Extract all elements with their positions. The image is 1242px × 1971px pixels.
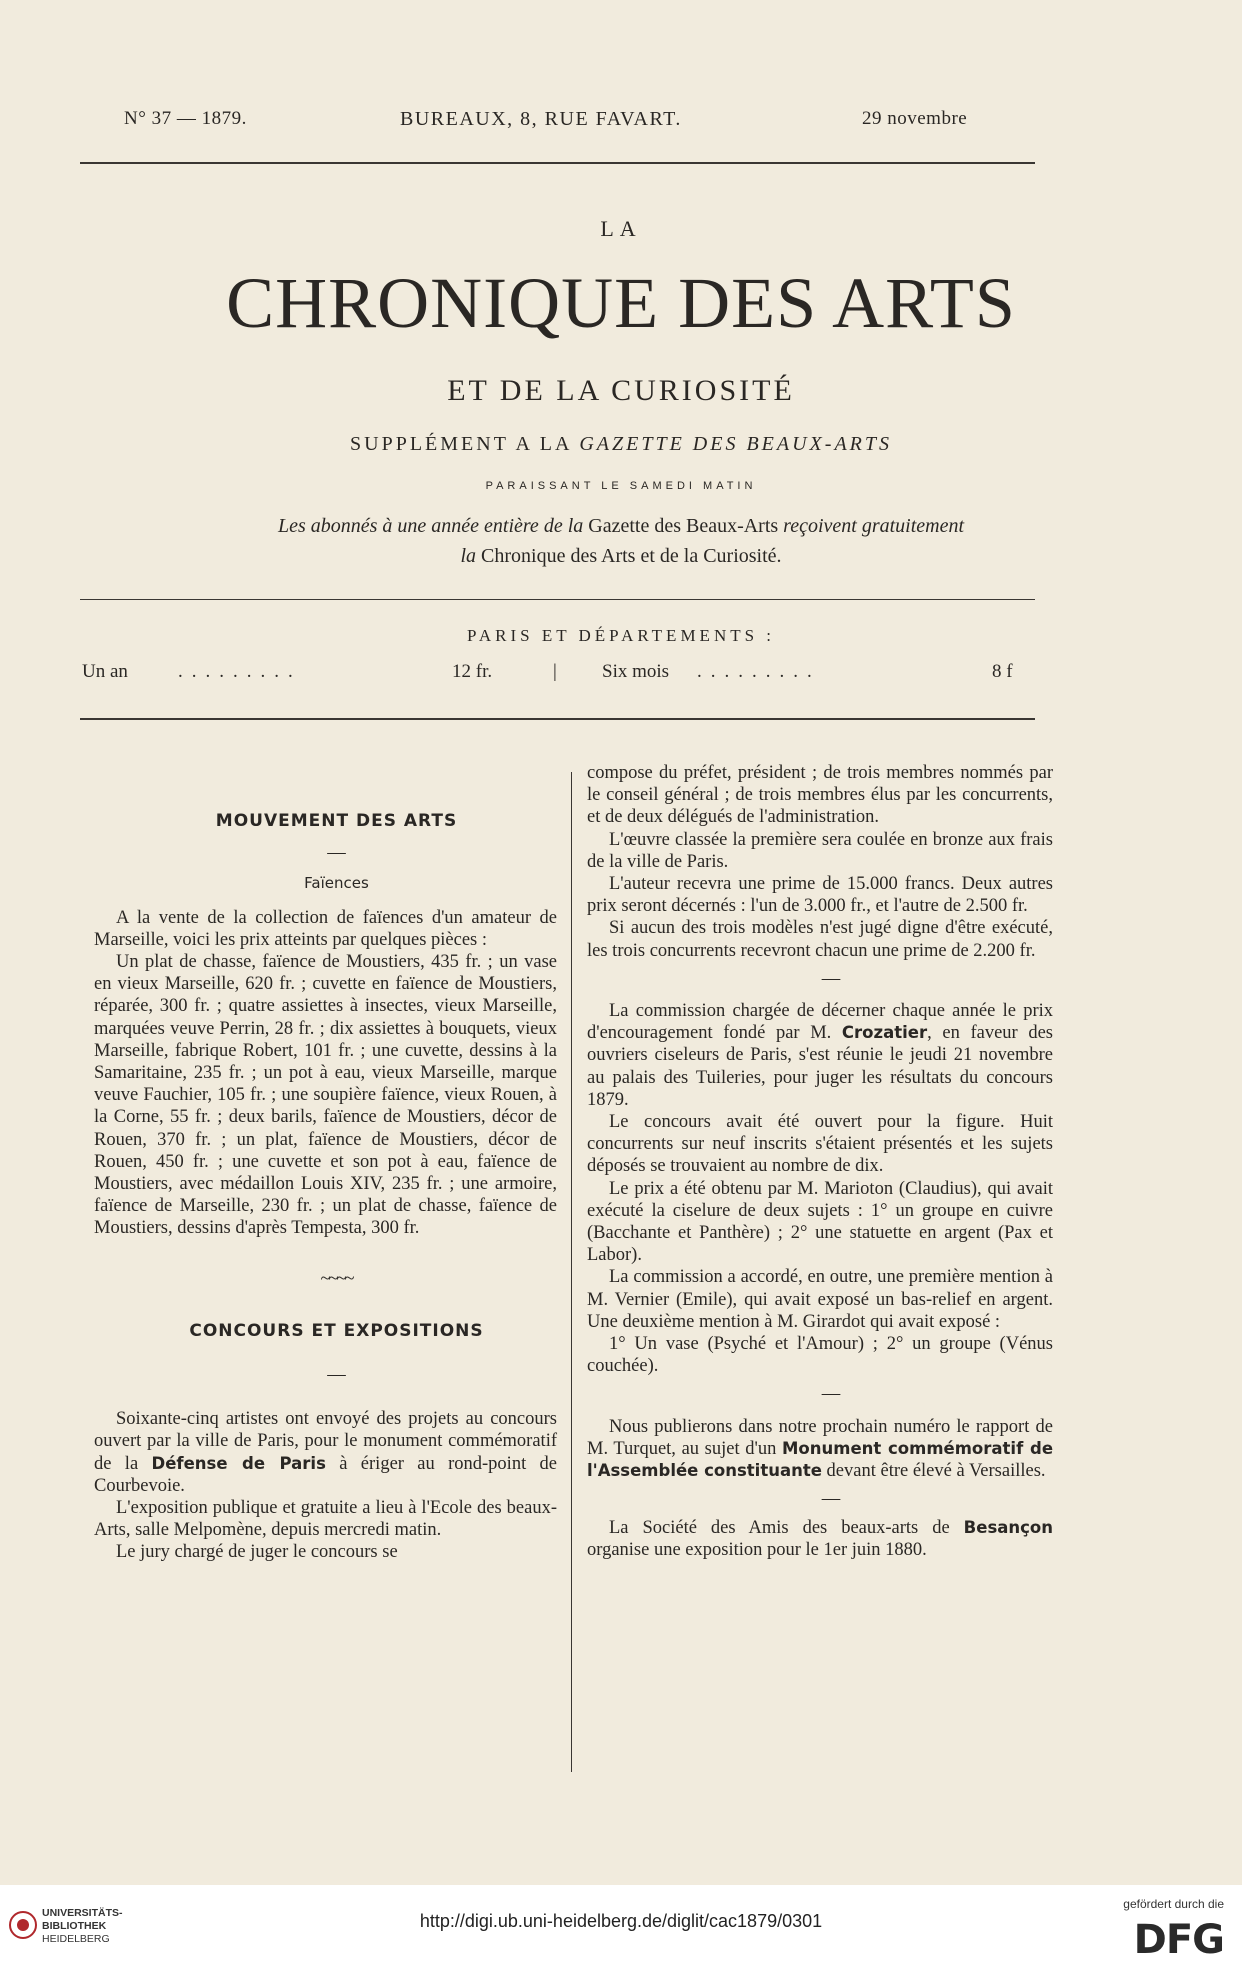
six-months-price: 8 f xyxy=(992,661,1013,682)
university-library-logo: UNIVERSITÄTS- BIBLIOTHEK HEIDELBERG xyxy=(42,1907,123,1945)
paragraph: Soixante-cinq artistes ont envoyé des projets au concours ouvert par la ville de Paris, pour le monument commémoratif de la Défense de Paris à ériger au rond-point de Courbevoie. xyxy=(94,1409,558,1496)
note-italic-b: reçoivent gratuitement xyxy=(783,515,965,537)
year-label: Un an xyxy=(82,661,128,682)
dfg-logo: DFG xyxy=(1133,1917,1224,1963)
paragraph: L'exposition publique et gratuite a lieu à l'Ecole des beaux-Arts, salle Melpomène, depuis mercredi matin. xyxy=(94,1498,557,1541)
year-price: 12 fr. xyxy=(452,661,493,682)
supplement-journal: GAZETTE DES BEAUX-ARTS xyxy=(579,433,892,455)
paragraph: Le jury chargé de juger le concours se xyxy=(116,1542,398,1563)
subscription-rule xyxy=(80,718,1035,720)
masthead-title: CHRONIQUE DES ARTS xyxy=(226,263,1016,343)
paragraph: compose du préfet, président ; de trois membres nommés par le conseil général ; de trois membres élus par les concurrents, et de deux délégués de l'administration. xyxy=(587,763,1053,828)
masthead-subtitle: ET DE LA CURIOSITÉ xyxy=(447,374,795,407)
column-divider xyxy=(571,772,572,1772)
year-dots: ......... xyxy=(178,661,302,682)
section-dash: — xyxy=(327,1365,346,1386)
office-address: BUREAUX, 8, RUE FAVART. xyxy=(400,108,682,130)
ornament-divider: ~~~~ xyxy=(320,1268,353,1289)
subsection-title-faiences: Faïences xyxy=(304,874,369,893)
source-url-link[interactable]: http://digi.ub.uni-heidelberg.de/diglit/cac1879/0301 xyxy=(419,1911,823,1931)
subscription-heading: PARIS ET DÉPARTEMENTS : xyxy=(466,626,776,645)
issue-number: N° 37 — 1879. xyxy=(124,108,247,129)
supplement-prefix: SUPPLÉMENT A LA xyxy=(350,433,572,455)
divider-dash: — xyxy=(821,968,841,989)
paragraph: A la vente de la collection de faïences d'un amateur de Marseille, voici les prix atteints par quelques pièces : xyxy=(94,907,557,950)
issue-date: 29 novembre xyxy=(862,108,968,129)
paragraph: La Société des Amis des beaux-arts de Besançon organise une exposition pour le 1er juin 1880. xyxy=(587,1517,1054,1560)
paragraph: L'œuvre classée la première sera coulée en bronze aux frais de la ville de Paris. xyxy=(587,829,1053,872)
paragraph: Le prix a été obtenu par M. Marioton (Claudius), qui avait exécuté la ciselure de deux sujets : 1° un groupe en cuivre (Bacchante et Panthère) ; 2° une statuette en argent (Pax et Labor). xyxy=(587,1178,1053,1266)
note-roman: Gazette des Beaux-Arts xyxy=(588,515,779,537)
note2-roman: Chronique des Arts et de la Curiosité. xyxy=(481,545,782,567)
subscription-note-line2 xyxy=(0,545,1242,568)
paragraph: L'auteur recevra une prime de 15.000 francs. Deux autres prix seront décernés : l'un de 3.000 fr., et l'autre de 2.500 fr. xyxy=(587,874,1053,917)
masthead-rule xyxy=(80,599,1035,600)
header-rule xyxy=(80,162,1035,164)
note2-italic: la xyxy=(460,545,477,567)
section-title-concours: CONCOURS ET EXPOSITIONS xyxy=(189,1320,484,1341)
bold-term: Défense de Paris xyxy=(151,1453,326,1473)
price-separator: | xyxy=(553,661,557,682)
masthead-supplement xyxy=(0,433,1242,456)
divider-dash: — xyxy=(821,1384,841,1405)
masthead-article: LA xyxy=(600,216,642,241)
bold-term: Monument commémoratif de l'Assemblée constituante xyxy=(587,1438,1054,1481)
paragraph: La commission a accordé, en outre, une première mention à M. Vernier (Emile), qui avait exposé un bas-relief en argent. Une deuxième mention à M. Girardot qui avait exposé : xyxy=(587,1267,1053,1332)
six-months-label: Six mois xyxy=(602,661,670,682)
section-dash: — xyxy=(327,843,346,864)
paragraph: Si aucun des trois modèles n'est jugé digne d'être exécuté, les trois concurrents recevront chacun une prime de 2.200 fr. xyxy=(587,918,1053,961)
paragraph: Nous publierons dans notre prochain numéro le rapport de M. Turquet, au sujet d'un Monument commémoratif de l'Assemblée constituante devant être élevé à Versailles. xyxy=(587,1416,1054,1482)
left-column xyxy=(94,810,557,1564)
bold-term: Crozatier xyxy=(841,1023,928,1043)
paragraph: La commission chargée de décerner chaque année le prix d'encouragement fondé par M. Crozatier, en faveur des ouvriers ciseleurs de Paris, s'est réunie le jeudi 21 novembre au palais des Tuileries, pour juger les résultats du concours 1879. xyxy=(587,1001,1053,1110)
bold-term: Besançon xyxy=(963,1517,1054,1537)
masthead-frequency: PARAISSANT LE SAMEDI MATIN xyxy=(485,480,757,492)
subscription-note-line1 xyxy=(0,515,1242,538)
six-months-dots: ......... xyxy=(697,661,821,682)
funding-label: gefördert durch die xyxy=(1123,1897,1224,1911)
paragraph: Un plat de chasse, faïence de Moustiers, 435 fr. ; un vase en vieux Marseille, 620 fr. ; cuvette en faïence de Moustiers, réparée, 300 fr. ; quatre assiettes à insectes, vieux Marseille, marquées veuve Perrin, 28 fr. ; dix assiettes à bouquets, vieux Marseille, fabrique Robert, 101 fr. ; une cuvette, dessins à la Samaritaine, 235 fr. ; un pot à eau, vieux Marseille, marque veuve Fauchier, 105 fr. ; une soupière faïence, vieux Rouen, à la Corne, 55 fr. ; deux barils, faïence de Moustiers, décor de Rouen, 370 fr. ; un plat, faïence de Moustiers, décor de Rouen, 450 fr. ; une cuvette et son pot à eau, faïence de Moustiers, avec médaillon Louis XIV, 235 fr. ; une armoire, faïence de Marseille, 230 fr. ; un plat de chasse, faïence de Moustiers, dessins d'après Tempesta, 300 fr. xyxy=(94,952,557,1239)
right-column xyxy=(587,762,1053,1561)
note-italic-a: Les abonnés à une année entière de la xyxy=(277,515,584,537)
footer-bar xyxy=(0,1885,1242,1971)
paragraph: Le concours avait été ouvert pour la figure. Huit concurrents sur neuf inscrits s'étaient présentés et les sujets déposés se trouvaient au nombre de dix. xyxy=(587,1112,1053,1177)
paragraph: 1° Un vase (Psyché et l'Amour) ; 2° un groupe (Vénus couchée). xyxy=(587,1334,1053,1377)
section-title-mouvement: MOUVEMENT DES ARTS xyxy=(215,811,458,831)
divider-dash: — xyxy=(821,1489,841,1510)
